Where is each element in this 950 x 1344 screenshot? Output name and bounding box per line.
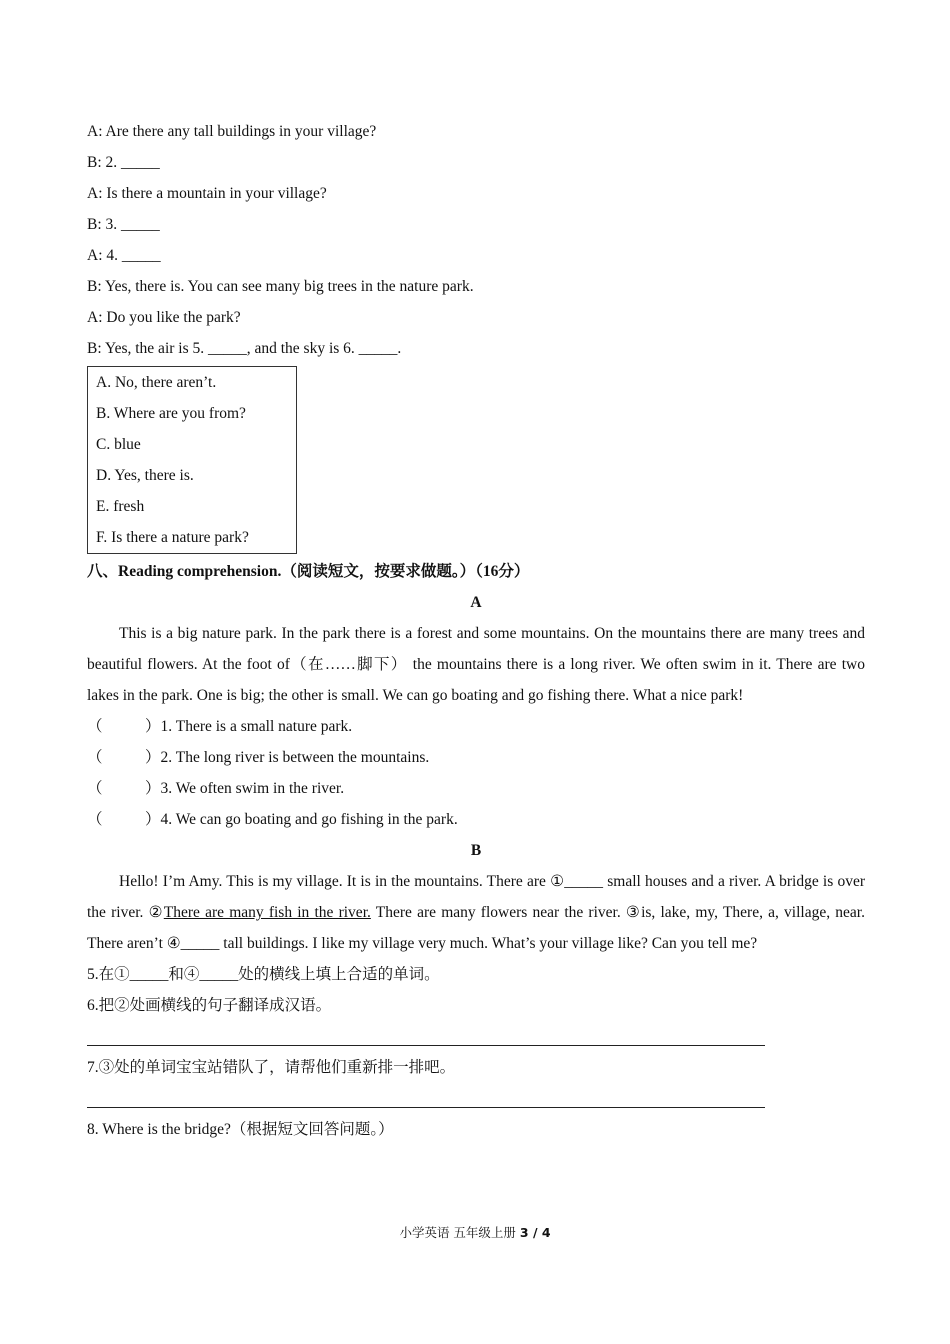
worksheet-page: [87, 116, 865, 1145]
answer-line-6[interactable]: [87, 1021, 765, 1046]
dialogue-line: A: 4. _____: [87, 247, 161, 264]
true-false-item: [87, 742, 865, 773]
question-7: 7.③处的单词宝宝站错队了，请帮他们重新排一排吧。: [87, 1059, 456, 1076]
section-8-title-en: Reading comprehension.: [118, 563, 282, 580]
true-false-list: [87, 711, 865, 835]
dialogue-line: B: 2. _____: [87, 154, 160, 171]
true-false-item: [87, 804, 865, 835]
options-box: [87, 366, 297, 554]
option-item: E. fresh: [96, 498, 145, 515]
passage-b-part1: Hello! I’m Amy. This is my village. It is in the mountains. There are ①_____ small houses and a river. A bridge is over the river. ②: [87, 873, 865, 921]
passage-a-label: A: [470, 594, 482, 611]
answer-paren[interactable]: （: [87, 718, 103, 735]
option-item: C. blue: [96, 436, 141, 453]
true-false-item: [87, 711, 865, 742]
passage-b-label: B: [470, 842, 482, 859]
section-8-prefix: 八、: [87, 563, 119, 580]
option-item: B. Where are you from?: [96, 405, 246, 422]
dialogue-line: A: Are there any tall buildings in your village?: [87, 123, 377, 140]
passage-a-text: This is a big nature park. In the park there is a forest and some mountains. On the mountains there are many trees and beautiful flowers. At the foot of（在……脚下） the mountains there is a long river. We often swim in it. There are two lakes in the park. One is big; the other is small. We can go boating and go fishing there. What a nice park!: [87, 625, 865, 704]
answer-paren[interactable]: （: [87, 749, 103, 766]
page-footer: [0, 1222, 950, 1244]
question-6: 6.把②处画横线的句子翻译成汉语。: [87, 997, 332, 1014]
answer-line-7[interactable]: [87, 1083, 765, 1108]
dialogue-line: A: Do you like the park?: [87, 309, 241, 326]
footer-page-number: 3 / 4: [519, 1225, 551, 1240]
statement-text: ）1. There is a small nature park.: [145, 718, 353, 735]
option-item: F. Is there a nature park?: [96, 529, 249, 546]
statement-text: ）3. We often swim in the river.: [145, 780, 345, 797]
option-item: A. No, there aren’t.: [96, 374, 217, 391]
footer-subject: 小学英语 五年级上册: [399, 1225, 520, 1240]
answer-paren[interactable]: （: [87, 780, 103, 797]
dialogue-line: B: Yes, there is. You can see many big trees in the nature park.: [87, 278, 474, 295]
question-5: 5.在①_____和④_____处的横线上填上合适的单词。: [87, 966, 440, 983]
dialogue: [87, 116, 865, 364]
answer-paren[interactable]: （: [87, 811, 103, 828]
passage-b-text: [87, 866, 865, 959]
section-8-title-cn: （阅读短文，按要求做题。）（16分）: [281, 563, 530, 580]
true-false-item: [87, 773, 865, 804]
dialogue-line: A: Is there a mountain in your village?: [87, 185, 327, 202]
passage-b-part2: There are many flowers near the river. ③is, lake, my, There, a, village, near. There aren’t ④_____ tall buildings. I like my village very much. What’s your village like? Can you tell me?: [87, 904, 865, 952]
statement-text: ）4. We can go boating and go fishing in the park.: [145, 811, 458, 828]
statement-text: ）2. The long river is between the mountains.: [145, 749, 430, 766]
dialogue-line: B: Yes, the air is 5. _____, and the sky is 6. _____.: [87, 340, 402, 357]
section-8-title: [87, 556, 865, 587]
underlined-sentence: There are many fish in the river.: [163, 904, 371, 921]
dialogue-line: B: 3. _____: [87, 216, 160, 233]
option-item: D. Yes, there is.: [96, 467, 194, 484]
question-8: 8. Where is the bridge?（根据短文回答问题。）: [87, 1121, 394, 1138]
